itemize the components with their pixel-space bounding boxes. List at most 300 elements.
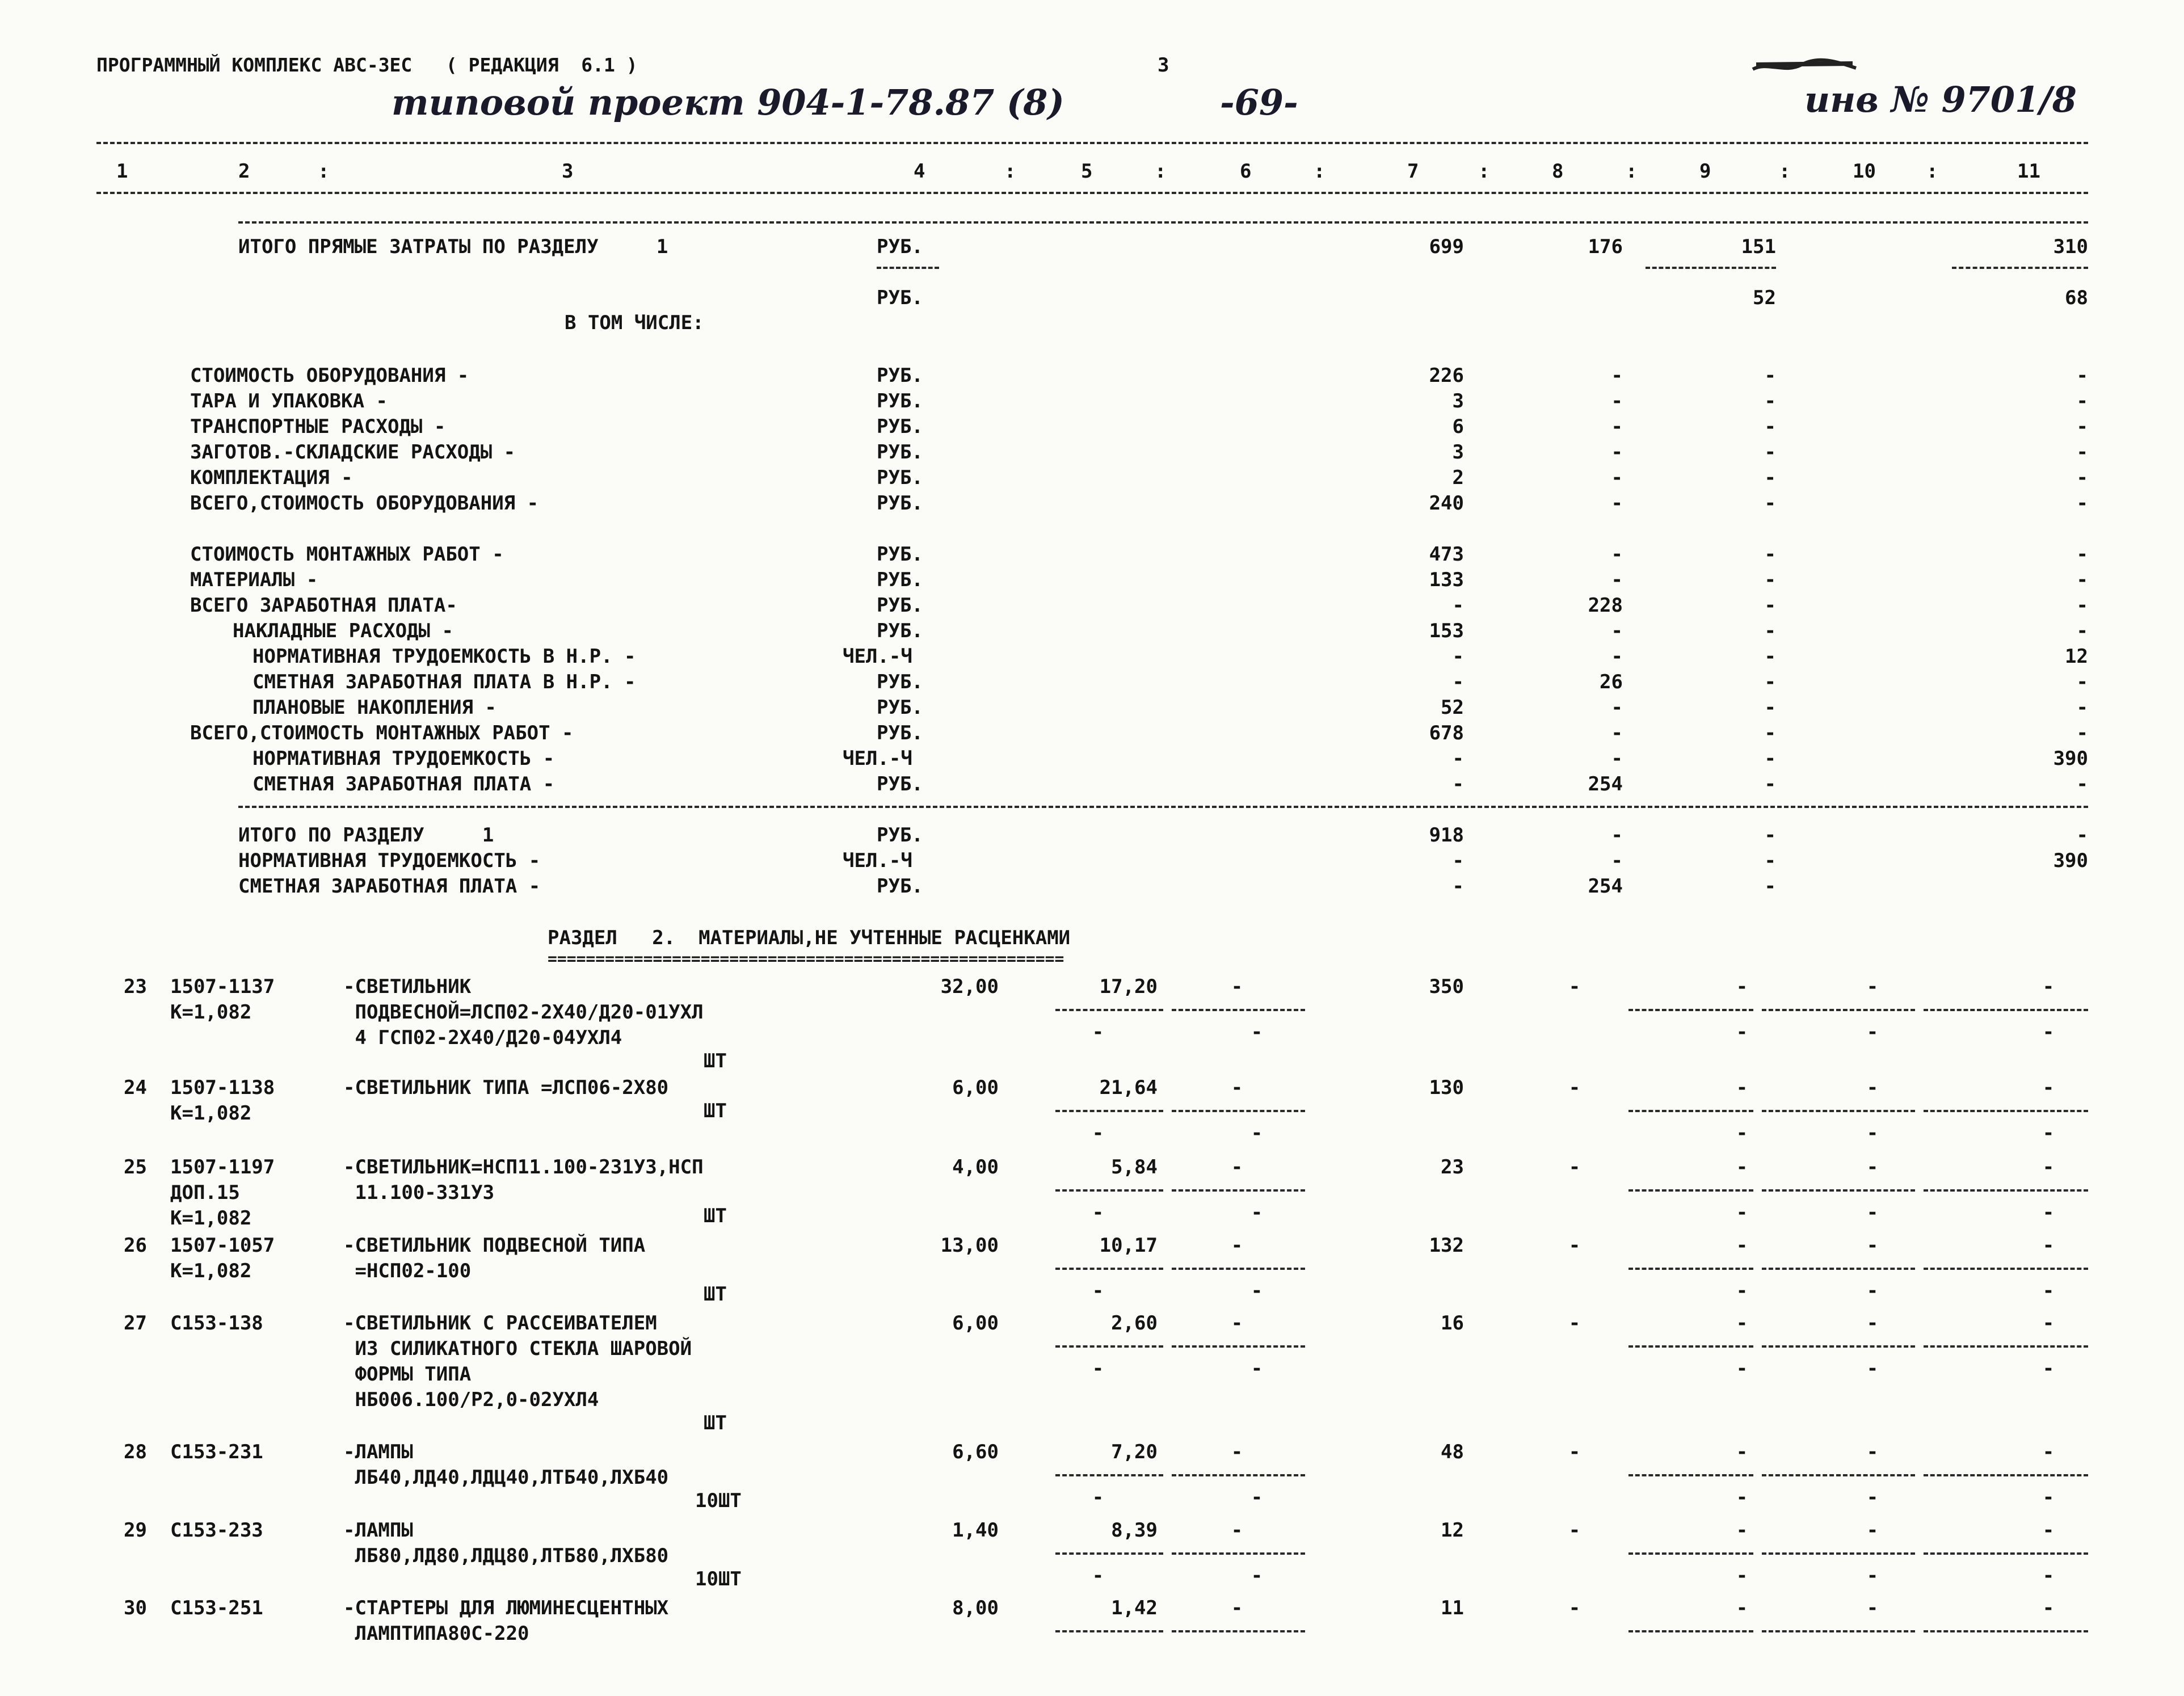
total-c8: 254 [1588, 875, 1623, 898]
row-c9: - [1764, 390, 1776, 413]
item-number: 28 [124, 1441, 147, 1463]
row-c11: - [2076, 722, 2088, 744]
row-unit: РУБ. [877, 569, 923, 591]
item-coefficient: К=1,082 [170, 1001, 252, 1024]
dashed-rule [1172, 1552, 1305, 1555]
item-subline-c9: - [1736, 1280, 1748, 1302]
item-quantity: 1,40 [952, 1519, 999, 1542]
total-c9: - [1764, 875, 1776, 898]
row-c11: - [2076, 364, 2088, 387]
item-c6: - [1231, 1519, 1243, 1542]
row-c9: - [1764, 773, 1776, 796]
item-subline-c6: - [1251, 1564, 1263, 1587]
row-label: НОРМАТИВНАЯ ТРУДОЕМКОСТЬ В Н.Р. - [253, 645, 636, 668]
row-c9: - [1764, 364, 1776, 387]
item-subline-c6: - [1251, 1201, 1263, 1224]
row-c9: - [1764, 696, 1776, 719]
dashed-rule [1172, 1630, 1305, 1632]
dashed-rule [1924, 1009, 2088, 1011]
row-unit: РУБ. [877, 696, 923, 719]
row-c8: 254 [1588, 773, 1623, 796]
sheet-number: 3 [1158, 54, 1169, 77]
row-label: ТРАНСПОРТНЫЕ РАСХОДЫ - [190, 415, 446, 438]
item-c7: 23 [1441, 1156, 1464, 1179]
item-c10: - [1866, 1234, 1879, 1257]
total-c7: 918 [1429, 824, 1464, 847]
total-c9: - [1764, 824, 1776, 847]
item-subline-c11: - [2042, 1357, 2055, 1380]
item-c8: - [1568, 1156, 1581, 1179]
item-c9: - [1736, 1156, 1748, 1179]
row-c7: - [1452, 594, 1464, 617]
row-c11: - [2076, 415, 2088, 438]
row-c9: - [1764, 645, 1776, 668]
item-c7: 11 [1441, 1597, 1464, 1619]
dashed-rule [1055, 1268, 1163, 1270]
row-c8: - [1611, 722, 1623, 744]
dashed-rule [1055, 1552, 1163, 1555]
item-c8: - [1568, 1234, 1581, 1257]
row-label: СМЕТНАЯ ЗАРАБОТНАЯ ПЛАТА В Н.Р. - [253, 671, 636, 693]
item-description: -СВЕТИЛЬНИК ТИПА =ЛСП06-2Х80 [343, 1076, 669, 1099]
item-unit: ШТ [704, 1205, 727, 1227]
item-subline-c10: - [1866, 1564, 1879, 1587]
item-c6: - [1231, 1441, 1243, 1463]
total-unit: РУБ. [877, 824, 923, 847]
item-subline-c6: - [1251, 1357, 1263, 1380]
item-c11: - [2042, 1519, 2055, 1542]
row-c8: - [1611, 492, 1623, 515]
row-c7: 678 [1429, 722, 1464, 744]
row-unit: РУБ. [877, 620, 923, 642]
row-label: КОМПЛЕКТАЦИЯ - [190, 466, 353, 489]
row-unit: РУБ. [877, 441, 923, 464]
item-c11: - [2042, 1156, 2055, 1179]
project-title: типовой проект 904-1-78.87 (8) [392, 82, 1064, 123]
item-subline-c9: - [1736, 1021, 1748, 1043]
item-subline-c11: - [2042, 1021, 2055, 1043]
column-header-cell: 1 [116, 160, 128, 183]
dashed-rule [1172, 1268, 1305, 1270]
item-unit: ШТ [704, 1283, 727, 1306]
item-description: -СВЕТИЛЬНИК С РАССЕИВАТЕЛЕМ [343, 1312, 657, 1335]
item-number: 24 [124, 1076, 147, 1099]
row-c7: 226 [1429, 364, 1464, 387]
total-c11: 390 [2053, 849, 2088, 872]
row-c9: - [1764, 466, 1776, 489]
item-description: ЛБ40,ЛД40,ЛДЦ40,ЛТБ40,ЛХБ40 [343, 1466, 669, 1489]
row-unit: РУБ. [877, 390, 923, 413]
direct-costs2-unit: РУБ. [877, 287, 923, 309]
item-description: 11.100-331УЗ [343, 1181, 495, 1204]
dashed-rule [1762, 1630, 1915, 1632]
row-c9: - [1764, 569, 1776, 591]
dashed-rule [238, 806, 2088, 808]
column-header-cell: 6 [1240, 160, 1252, 183]
row-c8: - [1611, 747, 1623, 770]
item-quantity: 4,00 [952, 1156, 999, 1179]
dashed-rule [1055, 1474, 1163, 1476]
item-description: -СВЕТИЛЬНИК=НСП11.100-231УЗ,НСП [343, 1156, 704, 1179]
row-c7: 240 [1429, 492, 1464, 515]
row-unit: РУБ. [877, 466, 923, 489]
section2-title: РАЗДЕЛ 2. МАТЕРИАЛЫ,НЕ УЧТЕННЫЕ РАСЦЕНКАМИ [548, 927, 1071, 949]
item-c7: 130 [1429, 1076, 1464, 1099]
item-c7: 132 [1429, 1234, 1464, 1257]
item-description: =НСП02-100 [343, 1260, 472, 1282]
item-price: 21,64 [1099, 1076, 1158, 1099]
column-header-cell: 4 [914, 160, 925, 183]
item-subline-c9: - [1736, 1357, 1748, 1380]
direct-costs-c9: 151 [1741, 235, 1776, 258]
dashed-rule [1055, 1009, 1163, 1011]
row-c11: - [2076, 466, 2088, 489]
dashed-rule [1628, 1110, 1753, 1112]
direct-costs-c7: 699 [1429, 235, 1464, 258]
total-c7: - [1452, 849, 1464, 872]
item-code: С153-251 [170, 1597, 263, 1619]
item-unit: 10ШТ [695, 1489, 742, 1512]
column-header-cell: : [1155, 160, 1167, 183]
item-subline-c10: - [1866, 1021, 1879, 1043]
dashed-rule [1628, 1268, 1753, 1270]
column-header-cell: : [1626, 160, 1638, 183]
row-unit: РУБ. [877, 671, 923, 693]
item-c6: - [1231, 1156, 1243, 1179]
item-coefficient: ДОП.15 [170, 1181, 240, 1204]
column-header-cell: 10 [1853, 160, 1876, 183]
item-c6: - [1231, 975, 1243, 998]
dashed-rule [1762, 1474, 1915, 1476]
row-label: ВСЕГО,СТОИМОСТЬ МОНТАЖНЫХ РАБОТ - [190, 722, 574, 744]
dashed-rule [1762, 1345, 1915, 1348]
row-c9: - [1764, 594, 1776, 617]
total-label: НОРМАТИВНАЯ ТРУДОЕМКОСТЬ - [238, 849, 541, 872]
item-c10: - [1866, 1156, 1879, 1179]
row-c7: 6 [1452, 415, 1464, 438]
item-code: С153-231 [170, 1441, 263, 1463]
direct-costs2-c9: 52 [1753, 287, 1776, 309]
dashed-rule [1924, 1345, 2088, 1348]
item-c11: - [2042, 1312, 2055, 1335]
item-c10: - [1866, 1312, 1879, 1335]
column-header-cell: 3 [562, 160, 574, 183]
item-description: -СТАРТЕРЫ ДЛЯ ЛЮМИНЕСЦЕНТНЫХ [343, 1597, 669, 1619]
row-c7: - [1452, 645, 1464, 668]
item-c10: - [1866, 1519, 1879, 1542]
column-header-cell: 8 [1552, 160, 1564, 183]
item-c8: - [1568, 975, 1581, 998]
item-subline-c7: - [1092, 1357, 1104, 1380]
row-c11: - [2076, 390, 2088, 413]
item-c6: - [1231, 1312, 1243, 1335]
item-c11: - [2042, 1234, 2055, 1257]
dashed-rule [1172, 1474, 1305, 1476]
total-c8: - [1611, 824, 1623, 847]
column-header-cell: 5 [1081, 160, 1093, 183]
row-label: ТАРА И УПАКОВКА - [190, 390, 388, 413]
row-c7: - [1452, 747, 1464, 770]
rule-header-bottom [96, 192, 2088, 194]
item-c10: - [1866, 1076, 1879, 1099]
total-unit: РУБ. [877, 875, 923, 898]
row-c11: - [2076, 671, 2088, 693]
dashed-rule [1924, 1189, 2088, 1192]
item-subline-c11: - [2042, 1122, 2055, 1144]
rule-section-top [238, 221, 2088, 224]
row-label: СТОИМОСТЬ ОБОРУДОВАНИЯ - [190, 364, 469, 387]
dashed-rule [1924, 1474, 2088, 1476]
item-number: 23 [124, 975, 147, 998]
item-subline-c7: - [1092, 1280, 1104, 1302]
item-c9: - [1736, 1312, 1748, 1335]
column-header-cell: : [1004, 160, 1016, 183]
item-subline-c6: - [1251, 1122, 1263, 1144]
row-unit: РУБ. [877, 594, 923, 617]
row-c11: - [2076, 696, 2088, 719]
total-c11: - [2076, 824, 2088, 847]
row-label: НОРМАТИВНАЯ ТРУДОЕМКОСТЬ - [253, 747, 555, 770]
row-c7: - [1452, 671, 1464, 693]
row-label: СМЕТНАЯ ЗАРАБОТНАЯ ПЛАТА - [253, 773, 555, 796]
row-c7: 3 [1452, 441, 1464, 464]
dashed-rule [1924, 1268, 2088, 1270]
item-c8: - [1568, 1076, 1581, 1099]
row-label: ВСЕГО,СТОИМОСТЬ ОБОРУДОВАНИЯ - [190, 492, 539, 515]
item-c7: 16 [1441, 1312, 1464, 1335]
row-unit: ЧЕЛ.-Ч [843, 747, 912, 770]
item-c11: - [2042, 1597, 2055, 1619]
row-c7: 52 [1441, 696, 1464, 719]
row-label: ЗАГОТОВ.-СКЛАДСКИЕ РАСХОДЫ - [190, 441, 516, 464]
row-c7: 133 [1429, 569, 1464, 591]
row-unit: РУБ. [877, 722, 923, 744]
item-subline-c11: - [2042, 1201, 2055, 1224]
row-c8: - [1611, 415, 1623, 438]
column-header-cell: 9 [1699, 160, 1711, 183]
row-c9: - [1764, 441, 1776, 464]
item-code: С153-233 [170, 1519, 263, 1542]
dashed-rule [1055, 1345, 1163, 1348]
item-c9: - [1736, 1519, 1748, 1542]
item-unit: ШТ [704, 1050, 727, 1072]
row-c11: - [2076, 773, 2088, 796]
item-c11: - [2042, 1076, 2055, 1099]
direct-costs-c11: 310 [2053, 235, 2088, 258]
item-subline-c10: - [1866, 1280, 1879, 1302]
item-subline-c10: - [1866, 1357, 1879, 1380]
row-c9: - [1764, 747, 1776, 770]
total-label: ИТОГО ПО РАЗДЕЛУ 1 [238, 824, 494, 847]
item-c7: 12 [1441, 1519, 1464, 1542]
item-c10: - [1866, 1597, 1879, 1619]
row-c9: - [1764, 415, 1776, 438]
row-c11: - [2076, 492, 2088, 515]
item-subline-c7: - [1092, 1021, 1104, 1043]
item-code: 1507-1137 [170, 975, 275, 998]
item-quantity: 13,00 [940, 1234, 999, 1257]
item-description: ЛАМПТИПА80С-220 [343, 1622, 529, 1645]
dashed-rule [1628, 1345, 1753, 1348]
item-subline-c7: - [1092, 1486, 1104, 1509]
row-label: ПЛАНОВЫЕ НАКОПЛЕНИЯ - [253, 696, 496, 719]
item-c8: - [1568, 1312, 1581, 1335]
item-price: 8,39 [1111, 1519, 1158, 1542]
item-coefficient: К=1,082 [170, 1102, 252, 1125]
item-c10: - [1866, 1441, 1879, 1463]
rule-sub [877, 267, 939, 269]
rule-sub [1952, 267, 2088, 269]
row-c7: 3 [1452, 390, 1464, 413]
item-subline-c7: - [1092, 1201, 1104, 1224]
item-subline-c10: - [1866, 1486, 1879, 1509]
rule-sub [1646, 267, 1776, 269]
column-header-cell: : [318, 160, 330, 183]
row-unit: РУБ. [877, 543, 923, 566]
item-subline-c11: - [2042, 1564, 2055, 1587]
column-header-cell: 2 [238, 160, 250, 183]
row-unit: РУБ. [877, 415, 923, 438]
item-quantity: 6,60 [952, 1441, 999, 1463]
row-c8: - [1611, 569, 1623, 591]
row-c8: - [1611, 441, 1623, 464]
item-subline-c6: - [1251, 1486, 1263, 1509]
item-quantity: 8,00 [952, 1597, 999, 1619]
total-c7: - [1452, 875, 1464, 898]
dashed-rule [1055, 1110, 1163, 1112]
item-coefficient: К=1,082 [170, 1260, 252, 1282]
item-c7: 48 [1441, 1441, 1464, 1463]
including-label: В ТОМ ЧИСЛЕ: [565, 312, 704, 334]
item-price: 17,20 [1099, 975, 1158, 998]
row-c9: - [1764, 671, 1776, 693]
item-subline-c11: - [2042, 1486, 2055, 1509]
item-number: 27 [124, 1312, 147, 1335]
item-description: ИЗ СИЛИКАТНОГО СТЕКЛА ШАРОВОЙ [343, 1337, 692, 1360]
page-number: -69- [1220, 82, 1298, 123]
row-label: СТОИМОСТЬ МОНТАЖНЫХ РАБОТ - [190, 543, 504, 566]
item-c9: - [1736, 1076, 1748, 1099]
column-header-cell: 11 [2017, 160, 2040, 183]
item-c11: - [2042, 975, 2055, 998]
item-subline-c6: - [1251, 1021, 1263, 1043]
rule-top [96, 142, 2088, 144]
row-c9: - [1764, 543, 1776, 566]
item-c9: - [1736, 975, 1748, 998]
item-quantity: 32,00 [940, 975, 999, 998]
item-c9: - [1736, 1441, 1748, 1463]
row-c11: - [2076, 441, 2088, 464]
item-subline-c10: - [1866, 1122, 1879, 1144]
item-description: ЛБ80,ЛД80,ЛДЦ80,ЛТБ80,ЛХБ80 [343, 1545, 669, 1567]
item-quantity: 6,00 [952, 1312, 999, 1335]
item-number: 30 [124, 1597, 147, 1619]
row-label: НАКЛАДНЫЕ РАСХОДЫ - [233, 620, 453, 642]
item-subline-c9: - [1736, 1564, 1748, 1587]
item-description: -СВЕТИЛЬНИК [343, 975, 472, 998]
item-description: -ЛАМПЫ [343, 1441, 413, 1463]
item-number: 26 [124, 1234, 147, 1257]
item-c8: - [1568, 1441, 1581, 1463]
item-description: -СВЕТИЛЬНИК ПОДВЕСНОЙ ТИПА [343, 1234, 646, 1257]
item-c7: 350 [1429, 975, 1464, 998]
column-header-cell: 7 [1407, 160, 1419, 183]
row-c8: - [1611, 645, 1623, 668]
dashed-rule [1628, 1552, 1753, 1555]
row-label: МАТЕРИАЛЫ - [190, 569, 318, 591]
item-subline-c9: - [1736, 1122, 1748, 1144]
scribble-mark [1750, 57, 1858, 76]
row-c9: - [1764, 722, 1776, 744]
row-c11: - [2076, 620, 2088, 642]
item-c6: - [1231, 1076, 1243, 1099]
item-description: 4 ГСП02-2Х40/Д20-04УХЛ4 [343, 1026, 622, 1049]
item-subline-c9: - [1736, 1486, 1748, 1509]
item-number: 29 [124, 1519, 147, 1542]
direct-costs2-c11: 68 [2065, 287, 2088, 309]
direct-costs-unit: РУБ. [877, 235, 923, 258]
item-description: НБ006.100/Р2,0-02УХЛ4 [343, 1388, 599, 1411]
item-subline-c7: - [1092, 1564, 1104, 1587]
dashed-rule [1924, 1630, 2088, 1632]
row-c7: 473 [1429, 543, 1464, 566]
item-price: 1,42 [1111, 1597, 1158, 1619]
section2-underline: ====================================================== [548, 949, 1064, 968]
dashed-rule [1055, 1630, 1163, 1632]
dashed-rule [1628, 1009, 1753, 1011]
dashed-rule [1762, 1552, 1915, 1555]
item-description: -ЛАМПЫ [343, 1519, 413, 1542]
row-unit: РУБ. [877, 492, 923, 515]
item-code: 1507-1197 [170, 1156, 275, 1179]
item-unit: ШТ [704, 1100, 727, 1122]
dashed-rule [1628, 1189, 1753, 1192]
inventory-number: инв № 9701/8 [1804, 79, 2077, 120]
item-code: 1507-1057 [170, 1234, 275, 1257]
column-header-cell: : [1926, 160, 1938, 183]
item-c10: - [1866, 975, 1879, 998]
row-c8: - [1611, 696, 1623, 719]
row-c11: 12 [2065, 645, 2088, 668]
total-c8: - [1611, 849, 1623, 872]
row-c8: - [1611, 466, 1623, 489]
item-subline-c11: - [2042, 1280, 2055, 1302]
dashed-rule [1924, 1552, 2088, 1555]
item-subline-c6: - [1251, 1280, 1263, 1302]
row-c8: - [1611, 543, 1623, 566]
dashed-rule [1762, 1110, 1915, 1112]
total-unit: ЧЕЛ.-Ч [843, 849, 912, 872]
dashed-rule [1055, 1189, 1163, 1192]
row-unit: ЧЕЛ.-Ч [843, 645, 912, 668]
row-c7: 2 [1452, 466, 1464, 489]
item-price: 7,20 [1111, 1441, 1158, 1463]
dashed-rule [1762, 1189, 1915, 1192]
row-c8: - [1611, 364, 1623, 387]
item-c6: - [1231, 1234, 1243, 1257]
row-c9: - [1764, 620, 1776, 642]
dashed-rule [1172, 1009, 1305, 1011]
row-c8: 228 [1588, 594, 1623, 617]
item-number: 25 [124, 1156, 147, 1179]
dashed-rule [1172, 1110, 1305, 1112]
direct-costs-c8: 176 [1588, 235, 1623, 258]
row-label: ВСЕГО ЗАРАБОТНАЯ ПЛАТА- [190, 594, 457, 617]
item-price: 2,60 [1111, 1312, 1158, 1335]
direct-costs-label: ИТОГО ПРЯМЫЕ ЗАТРАТЫ ПО РАЗДЕЛУ 1 [238, 235, 668, 258]
item-unit: 10ШТ [695, 1568, 742, 1590]
row-c11: - [2076, 569, 2088, 591]
